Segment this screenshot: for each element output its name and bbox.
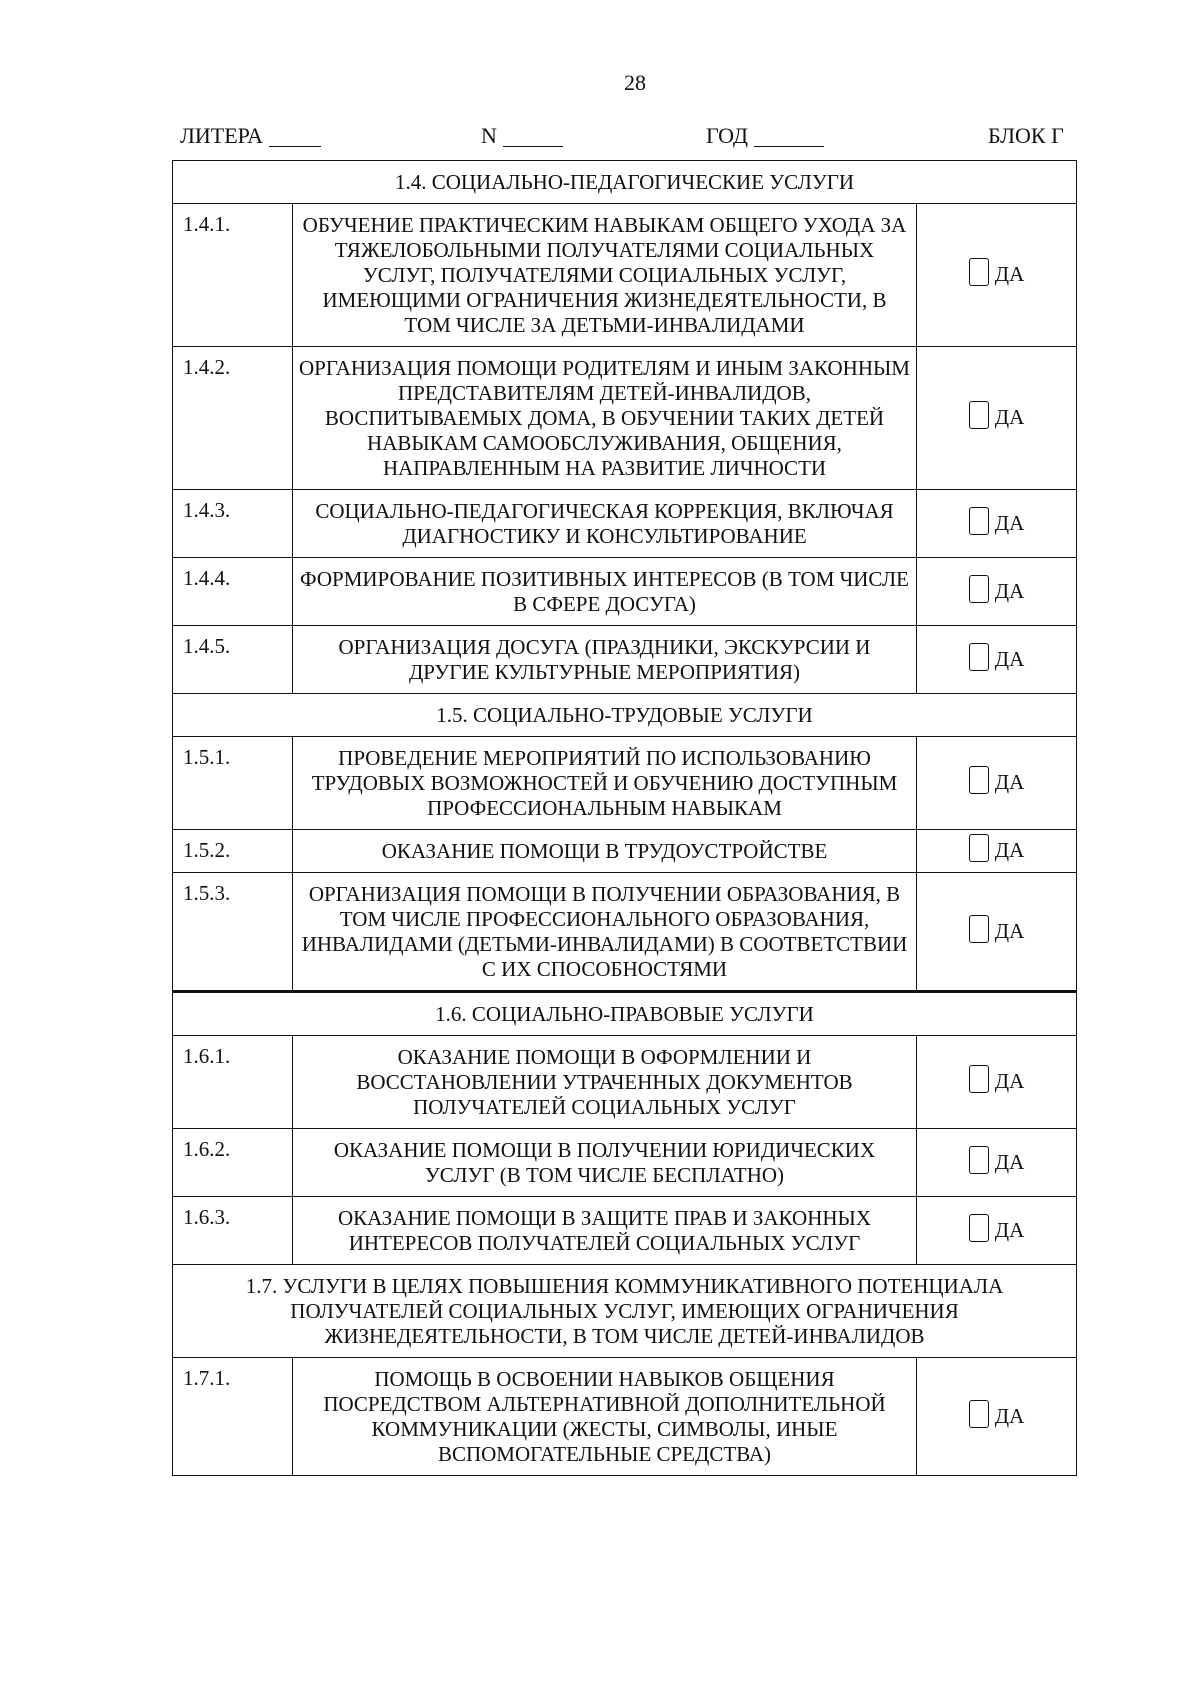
yes-checkbox-cell [917,490,1077,558]
service-description: ОРГАНИЗАЦИЯ ДОСУГА (ПРАЗДНИКИ, ЭКСКУРСИИ И ДРУГИЕ КУЛЬТУРНЫЕ МЕРОПРИЯТИЯ) [293,626,917,694]
service-number: 1.5.3. [173,873,293,992]
service-description: СОЦИАЛЬНО-ПЕДАГОГИЧЕСКАЯ КОРРЕКЦИЯ, ВКЛЮЧАЯ ДИАГНОСТИКУ И КОНСУЛЬТИРОВАНИЕ [293,490,917,558]
yes-checkbox-label: ДА [994,262,1025,286]
yes-checkbox[interactable] [969,1146,989,1174]
yes-checkbox-cell [917,1358,1077,1476]
yes-checkbox[interactable] [969,401,989,429]
yes-option[interactable] [969,834,1025,862]
yes-checkbox[interactable] [969,766,989,794]
service-row [173,347,1077,490]
yes-checkbox-label: ДА [994,1403,1025,1428]
service-row [173,626,1077,694]
yes-option[interactable] [969,401,1025,429]
service-row [173,737,1077,830]
yes-checkbox-label: ДА [994,1069,1025,1093]
service-number: 1.5.2. [173,830,293,873]
service-description: ФОРМИРОВАНИЕ ПОЗИТИВНЫХ ИНТЕРЕСОВ (В ТОМ ЧИСЛЕ В СФЕРЕ ДОСУГА) [293,558,917,626]
yes-option[interactable] [969,258,1025,286]
service-number: 1.6.3. [173,1197,293,1265]
service-description: ОКАЗАНИЕ ПОМОЩИ В ПОЛУЧЕНИИ ЮРИДИЧЕСКИХ УСЛУГ (В ТОМ ЧИСЛЕ БЕСПЛАТНО) [293,1129,917,1197]
yes-checkbox-cell [917,626,1077,694]
yes-checkbox[interactable] [969,834,989,862]
page-number: 28 [624,70,646,95]
year-label: ГОД [706,123,748,148]
section-header-row [173,161,1077,204]
section-header-row [173,992,1077,1036]
litera-label: ЛИТЕРА [180,123,263,148]
service-row [173,490,1077,558]
service-row [173,204,1077,347]
number-input-line[interactable] [503,124,563,147]
yes-checkbox-cell [917,558,1077,626]
year-input-line[interactable] [754,124,824,147]
yes-checkbox-cell [917,1036,1077,1129]
litera-input-line[interactable] [269,124,321,147]
yes-option[interactable] [969,643,1025,671]
service-number: 1.6.2. [173,1129,293,1197]
service-row [173,1197,1077,1265]
yes-checkbox[interactable] [969,1214,989,1242]
service-row [173,1036,1077,1129]
yes-checkbox-label: ДА [994,838,1025,862]
service-row [173,1358,1077,1476]
number-field [481,123,563,149]
yes-checkbox-cell [917,1129,1077,1197]
service-number: 1.4.1. [173,204,293,347]
yes-checkbox[interactable] [969,1400,989,1428]
number-label: N [481,123,497,148]
service-description: ОКАЗАНИЕ ПОМОЩИ В ЗАЩИТЕ ПРАВ И ЗАКОННЫХ ИНТЕРЕСОВ ПОЛУЧАТЕЛЕЙ СОЦИАЛЬНЫХ УСЛУГ [293,1197,917,1265]
section-title: 1.7. УСЛУГИ В ЦЕЛЯХ ПОВЫШЕНИЯ КОММУНИКАТИВНОГО ПОТЕНЦИАЛА ПОЛУЧАТЕЛЕЙ СОЦИАЛЬНЫХ УСЛУГ, ИМЕЮЩИХ ОГРАНИЧЕНИЯ ЖИЗНЕДЕЯТЕЛЬНОСТИ, В ТОМ ЧИСЛЕ ДЕТЕЙ-ИНВАЛИДОВ [173,1265,1077,1358]
services-table [172,160,1077,1476]
yes-option[interactable] [969,1400,1025,1428]
yes-checkbox-label: ДА [994,405,1025,429]
yes-checkbox-label: ДА [994,646,1025,671]
yes-checkbox[interactable] [969,1065,989,1093]
yes-checkbox-label: ДА [994,578,1025,603]
section-header-row [173,694,1077,737]
service-row [173,830,1077,873]
yes-option[interactable] [969,1065,1025,1093]
yes-checkbox-cell [917,347,1077,490]
service-row [173,873,1077,992]
yes-checkbox-cell [917,737,1077,830]
yes-checkbox[interactable] [969,575,989,603]
service-description: ОБУЧЕНИЕ ПРАКТИЧЕСКИМ НАВЫКАМ ОБЩЕГО УХОДА ЗА ТЯЖЕЛОБОЛЬНЫМИ ПОЛУЧАТЕЛЯМИ СОЦИАЛЬНЫХ УСЛУГ, ПОЛУЧАТЕЛЯМИ СОЦИАЛЬНЫХ УСЛУГ, ИМЕЮЩИМИ ОГРАНИЧЕНИЯ ЖИЗНЕДЕЯТЕЛЬНОСТИ, В ТОМ ЧИСЛЕ ЗА ДЕТЬМИ-ИНВАЛИДАМИ [293,204,917,347]
yes-checkbox-label: ДА [994,770,1025,794]
section-title: 1.4. СОЦИАЛЬНО-ПЕДАГОГИЧЕСКИЕ УСЛУГИ [173,161,1077,204]
yes-checkbox-label: ДА [994,1149,1025,1174]
service-number: 1.4.2. [173,347,293,490]
yes-checkbox[interactable] [969,258,989,286]
yes-option[interactable] [969,915,1025,943]
form-header [0,123,1200,153]
yes-option[interactable] [969,766,1025,794]
service-row [173,558,1077,626]
section-title: 1.6. СОЦИАЛЬНО-ПРАВОВЫЕ УСЛУГИ [173,992,1077,1036]
service-description: ОРГАНИЗАЦИЯ ПОМОЩИ РОДИТЕЛЯМ И ИНЫМ ЗАКОННЫМ ПРЕДСТАВИТЕЛЯМ ДЕТЕЙ-ИНВАЛИДОВ, ВОСПИТЫВАЕМЫХ ДОМА, В ОБУЧЕНИИ ТАКИХ ДЕТЕЙ НАВЫКАМ САМООБСЛУЖИВАНИЯ, ОБЩЕНИЯ, НАПРАВЛЕННЫМ НА РАЗВИТИЕ ЛИЧНОСТИ [293,347,917,490]
yes-option[interactable] [969,575,1025,603]
service-number: 1.4.3. [173,490,293,558]
yes-checkbox[interactable] [969,915,989,943]
litera-field [180,123,321,149]
service-number: 1.4.4. [173,558,293,626]
year-field [706,123,824,149]
yes-checkbox[interactable] [969,643,989,671]
service-description: ОКАЗАНИЕ ПОМОЩИ В ТРУДОУСТРОЙСТВЕ [293,830,917,873]
services-table-body [173,161,1077,1476]
service-number: 1.6.1. [173,1036,293,1129]
yes-option[interactable] [969,1214,1025,1242]
yes-checkbox-cell [917,830,1077,873]
service-description: ПРОВЕДЕНИЕ МЕРОПРИЯТИЙ ПО ИСПОЛЬЗОВАНИЮ ТРУДОВЫХ ВОЗМОЖНОСТЕЙ И ОБУЧЕНИЮ ДОСТУПНЫМ ПРОФЕССИОНАЛЬНЫМ НАВЫКАМ [293,737,917,830]
yes-checkbox[interactable] [969,507,989,535]
service-number: 1.5.1. [173,737,293,830]
service-description: ОРГАНИЗАЦИЯ ПОМОЩИ В ПОЛУЧЕНИИ ОБРАЗОВАНИЯ, В ТОМ ЧИСЛЕ ПРОФЕССИОНАЛЬНОГО ОБРАЗОВАНИЯ, ИНВАЛИДАМИ (ДЕТЬМИ-ИНВАЛИДАМИ) В СООТВЕТСТВИИ С ИХ СПОСОБНОСТЯМИ [293,873,917,992]
yes-option[interactable] [969,507,1025,535]
section-title: 1.5. СОЦИАЛЬНО-ТРУДОВЫЕ УСЛУГИ [173,694,1077,737]
yes-checkbox-cell [917,1197,1077,1265]
service-row [173,1129,1077,1197]
service-number: 1.7.1. [173,1358,293,1476]
section-header-row [173,1265,1077,1358]
yes-checkbox-label: ДА [994,510,1025,535]
block-label: БЛОК Г [988,123,1064,148]
yes-checkbox-label: ДА [994,918,1025,943]
yes-checkbox-cell [917,873,1077,992]
yes-checkbox-cell [917,204,1077,347]
service-description: ПОМОЩЬ В ОСВОЕНИИ НАВЫКОВ ОБЩЕНИЯ ПОСРЕДСТВОМ АЛЬТЕРНАТИВНОЙ ДОПОЛНИТЕЛЬНОЙ КОММУНИКАЦИИ (ЖЕСТЫ, СИМВОЛЫ, ИНЫЕ ВСПОМОГАТЕЛЬНЫЕ СРЕДСТВА) [293,1358,917,1476]
yes-checkbox-label: ДА [994,1217,1025,1242]
service-number: 1.4.5. [173,626,293,694]
service-description: ОКАЗАНИЕ ПОМОЩИ В ОФОРМЛЕНИИ И ВОССТАНОВЛЕНИИ УТРАЧЕННЫХ ДОКУМЕНТОВ ПОЛУЧАТЕЛЕЙ СОЦИАЛЬНЫХ УСЛУГ [293,1036,917,1129]
yes-option[interactable] [969,1146,1025,1174]
